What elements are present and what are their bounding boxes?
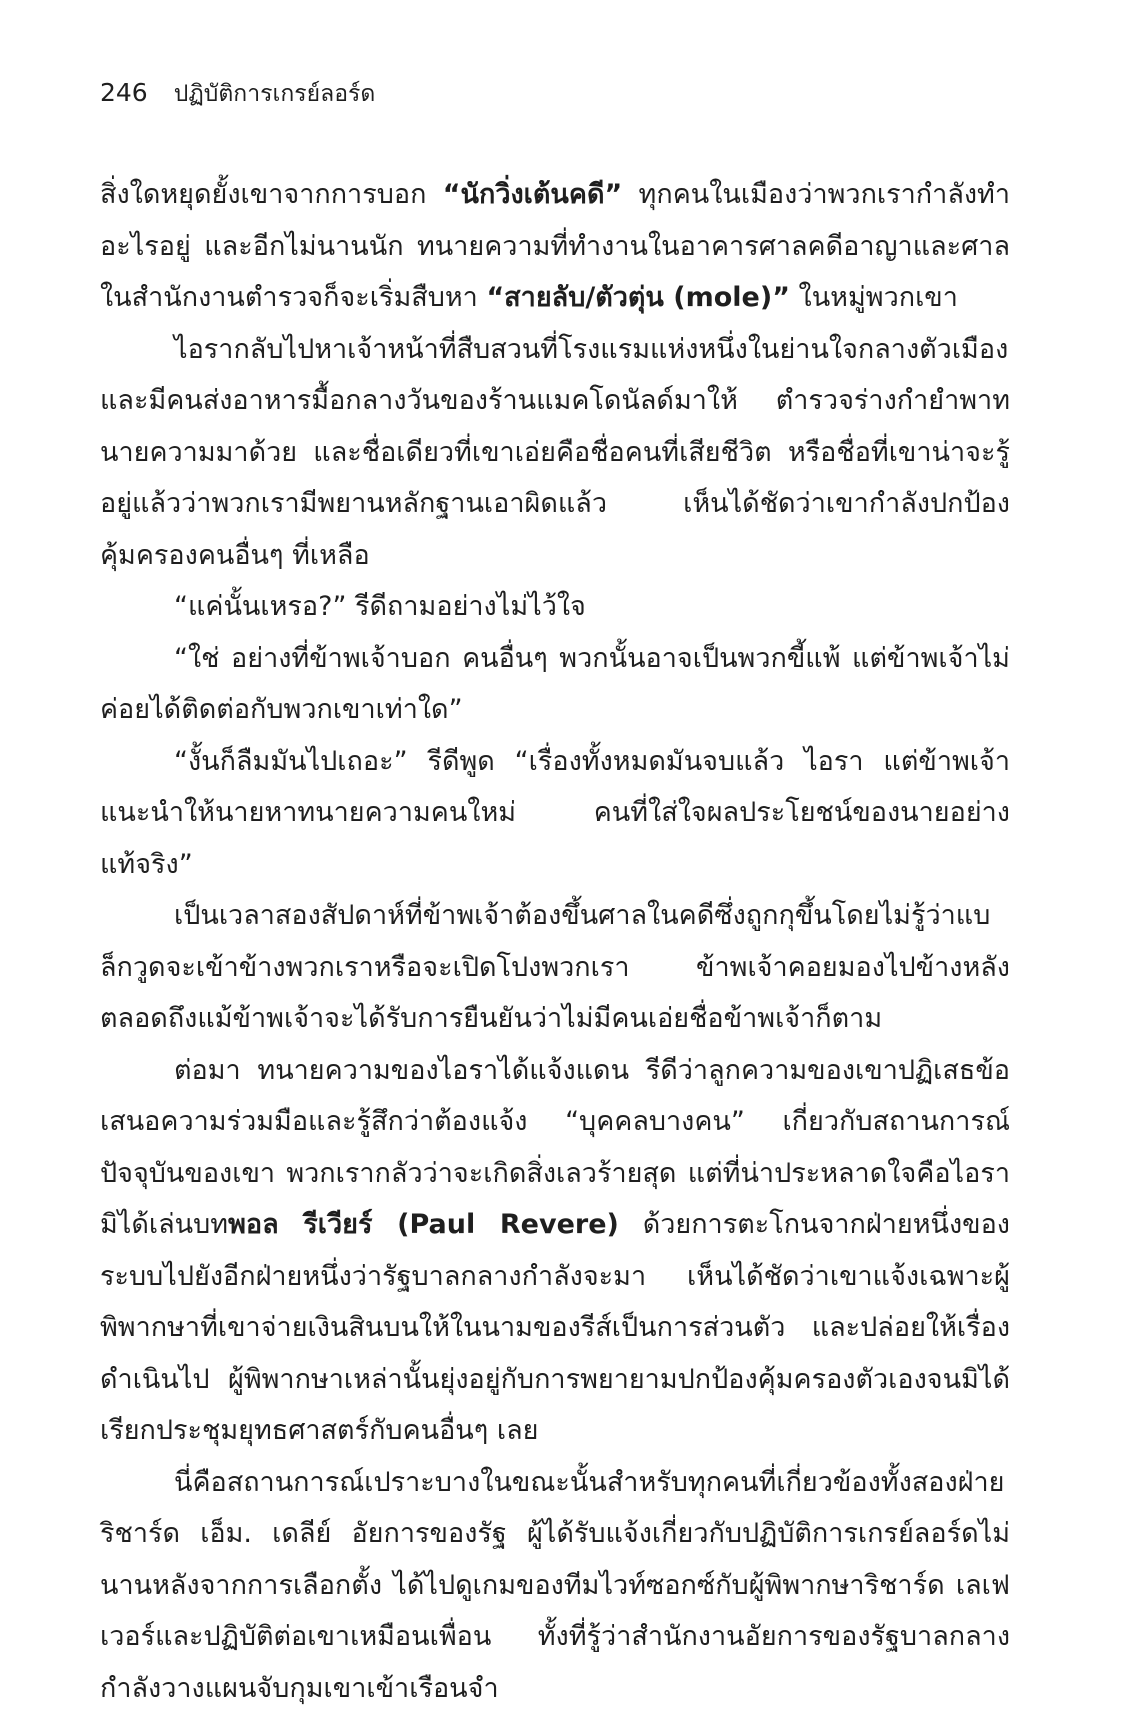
text-segment: ด้วยการตะโกนจากฝ่ายหนึ่งของระบบไปยังอีกฝ่ายหนึ่งว่ารัฐบาลกลางกำลังจะมา เห็นได้ชัดว่าเขาแจ้งเฉพาะผู้พิพากษาที่เขาจ่ายเงินสินบนให้ในนามของรีส์เป็นการส่วนตัว และปล่อยให้เรื่องดำเนินไป ผู้พิพากษาเหล่านั้นยุ่งอยู่กับการพยายามปกป้องคุ้มครองตัวเองจนมิได้เรียกประชุมยุทธศาสตร์กับคนอื่นๆ เลย	[100, 1209, 1010, 1446]
bold-term-mole: “สายลับ/ตัวตุ่น (mole)”	[486, 282, 790, 313]
text-segment: “ใช่ อย่างที่ข้าพเจ้าบอก คนอื่นๆ พวกนั้นอาจเป็นพวกขี้แพ้ แต่ข้าพเจ้าไม่ค่อยได้ติดต่อกับพวกเขาเท่าใด”	[100, 643, 1010, 726]
text-segment: ในหมู่พวกเขา	[790, 282, 958, 313]
running-head	[100, 78, 1010, 109]
page-number: 246	[100, 78, 148, 108]
text-segment: สิ่งใดหยุดยั้งเขาจากการบอก	[100, 179, 443, 210]
text-segment: นี่คือสถานการณ์เปราะบางในขณะนั้นสำหรับทุกคนที่เกี่ยวข้องทั้งสองฝ่าย ริชาร์ด เอ็ม. เดลีย์ อัยการของรัฐ ผู้ได้รับแจ้งเกี่ยวกับปฏิบัติการเกรย์ลอร์ดไม่นานหลังจากการเลือกตั้ง ได้ไปดูเกมของทีมไวท์ซอกซ์กับผู้พิพากษาริชาร์ด เลเฟเวอร์และปฏิบัติต่อเขาเหมือนเพื่อน ทั้งที่รู้ว่าสำนักงานอัยการของรัฐบาลกลางกำลังวางแผนจับกุมเขาเข้าเรือนจำ	[100, 1467, 1010, 1704]
text-segment: ทุกคนในเมืองว่าพวกเรากำลังทำอะไรอยู่ และอีกไม่นานนัก ทนายความที่ทำงานในอาคารศาลคดีอาญาและศาลในสำนักงานตำรวจก็จะเริ่มสืบหา	[100, 179, 1010, 313]
text-segment: ต่อมา ทนายความของไอราได้แจ้งแดน รีดีว่าลูกความของเขาปฏิเสธข้อเสนอความร่วมมือและรู้สึกว่าต้องแจ้ง “บุคคลบางคน” เกี่ยวกับสถานการณ์ปัจจุบันของเขา พวกเรากลัวว่าจะเกิดสิ่งเลวร้ายสุด แต่ที่น่าประหลาดใจคือไอรามิได้เล่นบท	[100, 1055, 1010, 1241]
paragraph-2	[100, 324, 1010, 582]
paragraph-7	[100, 1045, 1010, 1457]
paragraph-8	[100, 1457, 1010, 1714]
book-title: ปฏิบัติการเกรย์ลอร์ด	[174, 79, 376, 109]
book-page	[100, 78, 1010, 1714]
text-segment: ไอรากลับไปหาเจ้าหน้าที่สืบสวนที่โรงแรมแห่งหนึ่งในย่านใจกลางตัวเมืองและมีคนส่งอาหารมื้อกลางวันของร้านแมคโดนัลด์มาให้ ตำรวจร่างกำยำพาทนายความมาด้วย และชื่อเดียวที่เขาเอ่ยคือชื่อคนที่เสียชีวิต หรือชื่อที่เขาน่าจะรู้อยู่แล้วว่าพวกเรามีพยานหลักฐานเอาผิดแล้ว เห็นได้ชัดว่าเขากำลังปกป้องคุ้มครองคนอื่นๆ ที่เหลือ	[100, 334, 1010, 571]
paragraph-4	[100, 633, 1010, 736]
bold-term-paul-revere: พอล รีเวียร์ (Paul Revere)	[228, 1209, 619, 1240]
paragraph-1	[100, 169, 1010, 324]
text-segment: “แค่นั้นเหรอ?” รีดีถามอย่างไม่ไว้ใจ	[174, 591, 586, 622]
paragraph-5	[100, 736, 1010, 891]
body-text	[100, 169, 1010, 1714]
text-segment: “งั้นก็ลืมมันไปเถอะ” รีดีพูด “เรื่องทั้งหมดมันจบแล้ว ไอรา แต่ข้าพเจ้าแนะนำให้นายหาทนายความคนใหม่ คนที่ใส่ใจผลประโยชน์ของนายอย่างแท้จริง”	[100, 746, 1010, 880]
paragraph-3	[100, 581, 1010, 633]
text-segment: เป็นเวลาสองสัปดาห์ที่ข้าพเจ้าต้องขึ้นศาลในคดีซึ่งถูกกุขึ้นโดยไม่รู้ว่าแบล็กวูดจะเข้าข้างพวกเราหรือจะเปิดโปงพวกเรา ข้าพเจ้าคอยมองไปข้างหลังตลอดถึงแม้ข้าพเจ้าจะได้รับการยืนยันว่าไม่มีคนเอ่ยชื่อข้าพเจ้าก็ตาม	[100, 900, 1010, 1034]
paragraph-6	[100, 890, 1010, 1045]
bold-term-case-fixer: “นักวิ่งเต้นคดี”	[443, 179, 622, 210]
